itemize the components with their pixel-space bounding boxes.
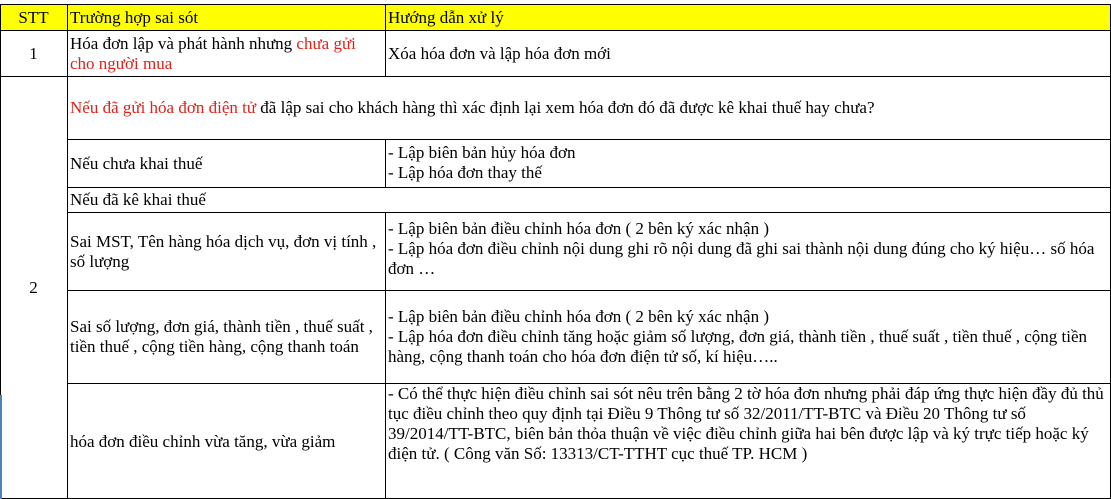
grid-line: [67, 383, 1111, 384]
sub-c-case-text: hóa đơn điều chỉnh vừa tăng, vừa giảm: [70, 431, 336, 451]
sub-b-case: [67, 291, 385, 383]
grid-line: [67, 187, 1111, 188]
grid-line: [385, 212, 386, 499]
grid-line: [67, 290, 1111, 291]
not-declared-case-text: Nếu chưa khai thuế: [70, 153, 203, 173]
not-declared-guide: [385, 143, 1111, 187]
header-stt: [0, 5, 67, 30]
row1-case: [67, 32, 385, 76]
selection-edge: [0, 395, 2, 499]
declared-label-text: Nếu đã kê khai thuế: [70, 190, 206, 209]
sub-b-case-text: Sai số lượng, đơn giá, thành tiền , thuế suất , tiền thuế , cộng tiền hàng, cộng thanh toán: [70, 317, 373, 356]
row2-stt: [0, 77, 67, 499]
grid-line: [67, 212, 1111, 213]
not-declared-case: [67, 140, 385, 187]
sub-a-guide-2: - Lập hóa đơn điều chỉnh nội dung ghi rõ nội dung đã ghi sai thành nội dung đúng cho ký hiệu… số hóa đơn …: [388, 239, 1095, 278]
header-guide-text: Hướng dẫn xử lý: [388, 7, 504, 27]
sub-a-guide-1: - Lập biên bản điều chỉnh hóa đơn ( 2 bên ký xác nhận ): [388, 219, 769, 238]
sub-a-case-text: Sai MST, Tên hàng hóa dịch vụ, đơn vị tính , số lượng: [70, 231, 377, 271]
sub-a-guide: [385, 219, 1111, 290]
grid-line: [67, 139, 1111, 140]
not-declared-guide-1: - Lập biên bản hủy hóa đơn: [388, 143, 576, 162]
header-stt-text: STT: [18, 7, 49, 27]
sub-c-guide-text: - Có thể thực hiện điều chỉnh sai sót nêu trên bằng 2 tờ hóa đơn nhưng phải đáp ứng thực hiện đầy đủ thủ tục điều chỉnh theo quy định tại Điều 9 Thông tư số 32/2011/TT-BTC và Điều 20 Thông tư số 39/2014/TT-BTC, biên bản thỏa thuận về việc điều chỉnh giữa hai bên được lập và ký trực tiếp hoặc ký điện tử. ( Công văn Số: 13313/CT-TTHT cục thuế TP. HCM ): [388, 384, 1104, 463]
header-guide: [385, 5, 1111, 30]
row2-intro-rest: đã lập sai cho khách hàng thì xác định lại xem hóa đơn đó đã được kê khai thuế hay chưa?: [256, 98, 875, 117]
row2-stt-text: 2: [29, 278, 38, 297]
sub-c-guide: [385, 384, 1111, 499]
row1-stt: [0, 31, 67, 76]
declared-label: [67, 188, 1111, 212]
grid-line: [0, 76, 1111, 77]
grid-line: [0, 4, 1111, 5]
grid-line: [385, 139, 386, 188]
row2-intro: [67, 77, 1111, 139]
row1-case-prefix: Hóa đơn lập và phát hành nhưng: [70, 34, 297, 53]
grid-line: [385, 4, 386, 77]
row1-guide-text: Xóa hóa đơn và lập hóa đơn mới: [388, 44, 611, 63]
header-case: [67, 5, 385, 30]
sub-b-guide: [385, 307, 1111, 383]
header-case-text: Trường hợp sai sót: [70, 7, 199, 27]
sub-b-guide-1: - Lập biên bản điều chỉnh hóa đơn ( 2 bên ký xác nhận ): [388, 307, 769, 326]
row1-guide: [385, 32, 1111, 76]
not-declared-guide-2: - Lập hóa đơn thay thế: [388, 163, 542, 182]
row1-case-highlight: chưa gửi cho người mua: [70, 34, 356, 73]
sub-c-case: [67, 384, 385, 499]
sub-a-case: [67, 213, 385, 290]
grid-line: [67, 4, 68, 499]
row2-intro-highlight: Nếu đã gửi hóa đơn điện tử: [70, 98, 257, 117]
grid-line: [0, 30, 1111, 31]
sub-b-guide-2: - Lập hóa đơn điều chỉnh tăng hoặc giảm số lượng, đơn giá, thành tiền , thuế suất , tiền thuế , cộng tiền hàng, cộng thanh toán cho hóa đơn điện tử số, kí hiệu…..: [388, 327, 1088, 366]
row1-stt-text: 1: [29, 43, 38, 63]
